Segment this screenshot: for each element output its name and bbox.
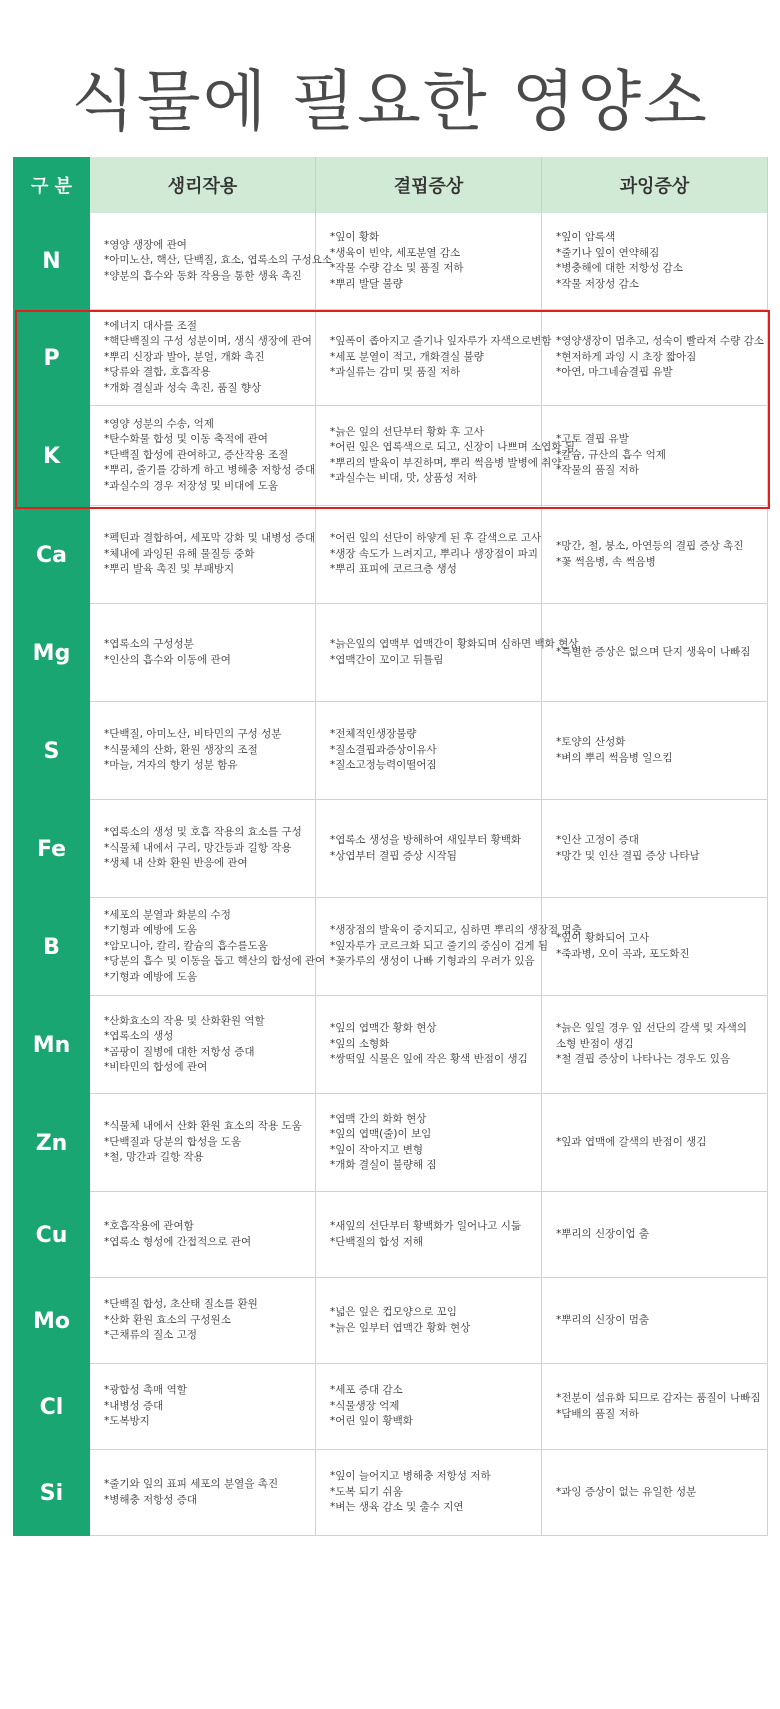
cell-line: *전분이 섬유화 되므로 감자는 품질이 나빠짐	[556, 1392, 761, 1404]
header-excess: 과잉증상	[542, 157, 768, 213]
cell-line: *죽과병, 오이 곡과, 포도화진	[556, 947, 690, 960]
element-symbol: Mn	[13, 996, 90, 1094]
deficiency-cell	[316, 1450, 542, 1536]
cell-line: *뿌리 신장과 발아, 분얼, 개화 촉진	[104, 350, 265, 363]
cell-line: *망간 및 인산 결핍 증상 나타남	[556, 849, 700, 862]
physiology-cell	[90, 604, 316, 702]
deficiency-cell	[316, 1192, 542, 1278]
nutrient-table	[13, 157, 768, 1536]
cell-line: *인산 고정이 증대	[556, 834, 639, 846]
deficiency-cell	[316, 406, 575, 506]
excess-cell	[542, 604, 768, 702]
element-symbol: Zn	[13, 1094, 90, 1192]
cell-line: *늙은 잎일 경우 잎 선단의 갈색 및 자색의	[556, 1022, 747, 1035]
element-symbol: Fe	[13, 800, 90, 898]
element-symbol: S	[13, 702, 90, 800]
cell-line: *도복방지	[104, 1415, 150, 1428]
excess-cell	[542, 898, 768, 996]
cell-line: *양분의 흡수와 동화 작용을 통한 생육 촉진	[104, 269, 302, 282]
cell-line: *생장 속도가 느려지고, 뿌리나 생장점이 파괴	[330, 547, 538, 560]
excess-cell	[542, 310, 768, 406]
excess-cell	[542, 1450, 768, 1536]
cell-line: *줄기나 잎이 연약해짐	[556, 246, 660, 259]
cell-line: *잎의 소형화	[330, 1037, 390, 1050]
cell-line: *엽록소의 구성성분	[104, 638, 194, 650]
cell-line: *과실수의 경우 저장성 및 비대에 도움	[104, 479, 279, 492]
cell-line: *펙틴과 결합하여, 세포막 강화 및 내병성 증대	[104, 532, 316, 545]
element-symbol: K	[13, 406, 90, 506]
deficiency-cell	[316, 898, 582, 996]
cell-line: *늙은 잎의 선단부터 황화 후 고사	[330, 425, 484, 438]
cell-line: *뿌리의 신장이업 춤	[556, 1227, 650, 1240]
cell-line: *단백질, 아미노산, 비타민의 구성 성분	[104, 728, 282, 741]
physiology-cell	[90, 213, 333, 310]
cell-line: *칼슘, 규산의 흡수 억제	[556, 448, 666, 461]
cell-line: *식물체 내에서 산화 환원 효소의 작용 도움	[104, 1120, 302, 1133]
cell-line: *늙은 잎부터 엽맥간 황화 현상	[330, 1321, 471, 1334]
cell-line: *기형과 예방에 도움	[104, 924, 198, 937]
cell-line: *체내에 과잉된 유해 물질등 중화	[104, 547, 255, 560]
cell-line: *생체 내 산화 환원 반응에 관여	[104, 857, 248, 870]
cell-line: *꽃가루의 생성이 나빠 기형과의 우려가 있음	[330, 955, 535, 968]
cell-line: *병해충 저항성 증대	[104, 1493, 198, 1506]
cell-line: *탄수화물 합성 및 이동 축적에 관여	[104, 433, 268, 446]
cell-line: *암모니아, 칼리, 칼슘의 흡수를도움	[104, 939, 268, 952]
physiology-cell	[90, 702, 316, 800]
physiology-cell	[90, 898, 326, 996]
deficiency-cell	[316, 1094, 542, 1192]
cell-line: *세포 증대 감소	[330, 1384, 403, 1397]
cell-line: *세포의 분열과 화분의 수정	[104, 908, 231, 921]
deficiency-cell	[316, 604, 579, 702]
cell-line: *뿌리의 신장이 멈춤	[556, 1313, 650, 1326]
cell-line: *호흡작용에 관여함	[104, 1220, 194, 1232]
cell-line: *전체적인생장불량	[330, 728, 417, 741]
deficiency-cell	[316, 1278, 542, 1364]
cell-line: *잎의 엽맥(줄)이 보임	[330, 1128, 432, 1140]
cell-line: *비타민의 합성에 관여	[104, 1061, 208, 1073]
element-symbol: P	[13, 310, 90, 406]
cell-line: *어린 잎은 엽록색으로 되고, 신장이 나쁘며 소엽화 됨	[330, 441, 575, 453]
cell-line: *고토 결핍 유발	[556, 433, 629, 446]
cell-line: *철 결핍 증상이 나타나는 경우도 있음	[556, 1053, 731, 1066]
excess-cell	[542, 1094, 768, 1192]
cell-line: *광합성 촉매 역할	[104, 1384, 187, 1397]
cell-line: *뿌리 발달 불량	[330, 277, 403, 290]
cell-line: *마늘, 겨자의 향기 성분 함유	[104, 759, 238, 772]
excess-cell	[542, 506, 768, 604]
cell-line: *영양생장이 멈추고, 성숙이 빨라져 수량 감소	[556, 335, 764, 348]
cell-line: *꽃 썩음병, 속 썩음병	[556, 555, 656, 568]
cell-line: *망간, 철, 붕소, 아연등의 결핍 증상 촉진	[556, 540, 744, 552]
cell-line: 소형 반점이 생김	[556, 1037, 634, 1050]
element-symbol: B	[13, 898, 90, 996]
cell-line: *과실류는 감미 및 품질 저하	[330, 366, 461, 379]
cell-line: *내병성 증대	[104, 1399, 164, 1412]
cell-line: *영양 성분의 수송, 억제	[104, 417, 214, 430]
excess-cell	[542, 1364, 768, 1450]
excess-cell	[542, 702, 768, 800]
deficiency-cell	[316, 310, 552, 406]
element-symbol: Mo	[13, 1278, 90, 1364]
cell-line: *작물 수량 감소 및 품질 저하	[330, 262, 464, 274]
cell-line: *질소고정능력이떨어짐	[330, 759, 437, 772]
physiology-cell	[90, 800, 316, 898]
cell-line: *잎이 황화되어 고사	[556, 932, 650, 944]
cell-line: *단백질 합성에 관여하고, 증산작용 조절	[104, 448, 289, 461]
cell-line: *넓은 잎은 컵모양으로 꼬임	[330, 1306, 457, 1318]
physiology-cell	[90, 506, 316, 604]
cell-line: *잎이 황화	[330, 231, 380, 243]
cell-line: *어린 잎이 황백화	[330, 1415, 413, 1428]
cell-line: *엽록소의 생성 및 호흡 작용의 효소를 구성	[104, 826, 302, 839]
cell-line: *식물체의 산화, 환원 생장의 조절	[104, 743, 258, 756]
element-symbol: Cl	[13, 1364, 90, 1450]
cell-line: *도복 되기 쉬움	[330, 1485, 403, 1498]
cell-line: *담배의 품질 저하	[556, 1407, 639, 1420]
cell-line: *단백질 합성, 초산태 질소를 환원	[104, 1298, 258, 1311]
cell-line: *인산의 흡수와 이동에 관여	[104, 653, 231, 666]
cell-line: *새잎의 선단부터 황백화가 일어나고 시듦	[330, 1220, 522, 1232]
cell-line: *과실수는 비대, 맛, 상품성 저하	[330, 472, 477, 484]
cell-line: *세포 분열이 적고, 개화결실 불량	[330, 350, 484, 363]
cell-line: *뿌리 표피에 코르크층 생성	[330, 563, 457, 576]
deficiency-cell	[316, 1364, 542, 1450]
deficiency-cell	[316, 506, 542, 604]
cell-line: *영양 생장에 관여	[104, 238, 187, 251]
cell-line: *잎의 엽맥간 황화 현상	[330, 1022, 437, 1035]
cell-line: *산화 환원 효소의 구성원소	[104, 1313, 231, 1326]
element-symbol: Ca	[13, 506, 90, 604]
physiology-cell	[90, 996, 316, 1094]
cell-line: *잎이 작아지고 변형	[330, 1143, 424, 1156]
cell-line: *병충해에 대한 저항성 감소	[556, 262, 683, 274]
header-deficiency: 결핍증상	[316, 157, 542, 213]
cell-line: *뿌리 발육 촉진 및 부패방지	[104, 563, 235, 576]
cell-line: *잎이 암록색	[556, 231, 616, 243]
deficiency-cell	[316, 213, 542, 310]
physiology-cell	[90, 1364, 316, 1450]
cell-line: *단백질과 당분의 합성을 도움	[104, 1135, 241, 1148]
cell-line: *특별한 증상은 없으며 단지 생육이 나빠짐	[556, 645, 751, 658]
cell-line: *아미노산, 핵산, 단백질, 효소, 엽록소의 구성요소	[104, 254, 333, 267]
cell-line: *엽록소의 생성	[104, 1030, 174, 1042]
cell-line: *엽맥간이 꼬이고 뒤틀림	[330, 653, 444, 666]
cell-line: *단백질의 합성 저해	[330, 1235, 424, 1248]
cell-line: *잎자루가 코르크화 되고 줄기의 중심이 검게 됨	[330, 939, 548, 952]
cell-line: *개화 결실과 성숙 촉진, 품질 향상	[104, 381, 262, 394]
cell-line: *벼의 뿌리 썩음병 일으킴	[556, 751, 673, 764]
cell-line: *곰팡이 질병에 대한 저항성 증대	[104, 1045, 255, 1058]
cell-line: *상엽부터 결핍 증상 시작됨	[330, 849, 457, 862]
element-symbol: Si	[13, 1450, 90, 1536]
cell-line: *아연, 마그네슘결핍 유발	[556, 366, 673, 379]
cell-line: *생육이 빈약, 세포분열 감소	[330, 246, 461, 259]
cell-line: *식물체 내에서 구리, 망간등과 길항 작용	[104, 841, 292, 854]
cell-line: *늙은잎의 엽맥부 엽맥간이 황화되며 심하면 백화 현상	[330, 638, 579, 650]
cell-line: *핵단백질의 구성 성분이며, 생식 생장에 관여	[104, 335, 312, 348]
cell-line: *작물의 품질 저하	[556, 464, 639, 477]
deficiency-cell	[316, 996, 542, 1094]
cell-line: *벼는 생육 감소 및 출수 지연	[330, 1501, 464, 1514]
cell-line: *엽록소 형성에 간접적으로 관여	[104, 1235, 252, 1248]
excess-cell	[542, 406, 768, 506]
cell-line: *엽록소 생성을 방해하여 새잎부터 황백화	[330, 834, 522, 846]
cell-line: *에너지 대사를 조절	[104, 319, 198, 332]
cell-line: *뿌리의 발육이 부진하며, 뿌리 썩음병 발병에 취약	[330, 456, 562, 469]
cell-line: *생장점의 발육이 중지되고, 심하면 뿌리의 생장점 멈춤	[330, 924, 582, 937]
element-symbol: N	[13, 213, 90, 310]
cell-line: *토양의 산성화	[556, 736, 626, 748]
excess-cell	[542, 800, 768, 898]
cell-line: *기형과 예방에 도움	[104, 970, 198, 983]
cell-line: *당분의 흡수 및 이동을 돕고 핵산의 합성에 관여	[104, 955, 326, 968]
cell-line: *잎폭이 좁아지고 줄기나 잎자루가 자색으로변함	[330, 335, 552, 348]
physiology-cell	[90, 1192, 316, 1278]
cell-line: *엽맥 간의 화화 현상	[330, 1112, 427, 1125]
element-symbol: Mg	[13, 604, 90, 702]
cell-line: *잎과 엽맥에 갈색의 반점이 생김	[556, 1135, 707, 1148]
deficiency-cell	[316, 800, 542, 898]
excess-cell	[542, 1192, 768, 1278]
page-title: 식물에 필요한 영양소	[71, 63, 709, 140]
cell-line: *작물 저장성 감소	[556, 277, 639, 290]
cell-line: *어린 잎의 선단이 하얗게 된 후 갈색으로 고사	[330, 532, 542, 545]
cell-line: *질소결핍과증상이유사	[330, 743, 437, 756]
cell-line: *쌍떡잎 식물은 잎에 작은 황색 반점이 생김	[330, 1053, 528, 1066]
excess-cell	[542, 996, 768, 1094]
excess-cell	[542, 213, 768, 310]
physiology-cell	[90, 406, 316, 506]
excess-cell	[542, 1278, 768, 1364]
deficiency-cell	[316, 702, 542, 800]
header-physiology: 생리작용	[90, 157, 316, 213]
cell-line: *식물생장 억제	[330, 1399, 400, 1412]
cell-line: *근채류의 질소 고정	[104, 1329, 198, 1342]
element-symbol: Cu	[13, 1192, 90, 1278]
cell-line: *당류와 결합, 호흡작용	[104, 366, 211, 379]
cell-line: *잎이 늘어지고 병해충 저항성 저하	[330, 1470, 491, 1483]
cell-line: *개화 결실이 불량해 짐	[330, 1159, 437, 1171]
cell-line: *뿌리, 줄기를 강하게 하고 병해충 저항성 증대	[104, 464, 316, 477]
cell-line: *줄기와 잎의 표피 세포의 분열을 촉진	[104, 1478, 279, 1490]
physiology-cell	[90, 310, 316, 406]
physiology-cell	[90, 1278, 316, 1364]
physiology-cell	[90, 1450, 316, 1536]
physiology-cell	[90, 1094, 316, 1192]
header-category: 구 분	[13, 157, 90, 213]
cell-line: *현저하게 과잉 시 초장 짧아짐	[556, 350, 697, 363]
cell-line: *산화효소의 작용 및 산화환원 역할	[104, 1014, 265, 1027]
cell-line: *철, 망간과 길항 작용	[104, 1151, 204, 1164]
cell-line: *과잉 증상이 없는 유일한 성분	[556, 1485, 697, 1498]
